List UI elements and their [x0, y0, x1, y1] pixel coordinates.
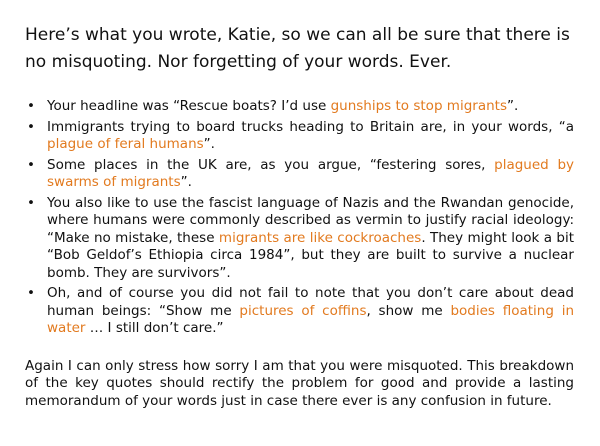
quote-text: Your headline was “Rescue boats? I’d use [47, 98, 331, 114]
quote-item-cockroaches [47, 195, 574, 283]
quote-item-headline [47, 98, 574, 116]
quote-text: Oh, and of course you did not fail to note that you don’t care about dead human beings: “Show me [47, 285, 574, 319]
highlighted-quote: plagued by swarms of migrants [47, 156, 574, 190]
intro-paragraph: Here’s what you wrote, Katie, so we can all be sure that there is no misquoting. Nor forgetting of your words. Ever. [25, 25, 570, 72]
highlighted-quote: gunships to stop migrants [330, 98, 507, 114]
quote-text: ”. [506, 98, 519, 114]
quote-item-festering [47, 157, 574, 192]
quote-text: ”. [180, 174, 192, 190]
quote-text: Immigrants trying to board trucks heading to Britain are, in your words, “a [47, 118, 574, 135]
highlighted-quote: migrants are like cockroaches [218, 229, 422, 246]
quote-item-plague [47, 119, 574, 154]
quote-text: . They might look a bit “Bob Geldof’s Ethiopia circa 1984”, but they are built to survive a nuclear bomb. They are survivors”. [47, 229, 575, 281]
highlighted-quote: plague of feral humans [47, 136, 204, 152]
quote-item-coffins [47, 285, 574, 338]
highlighted-quote: bodies floating in water [47, 302, 575, 336]
highlighted-quote: pictures of coffins [239, 302, 367, 319]
quote-text: ”. [203, 136, 215, 152]
closing-paragraph: Again I can only stress how sorry I am that you were misquoted. This breakdown of the key quotes should rectify the problem for good and provide a lasting memorandum of your words just in case there ever is any confusion in future. [25, 357, 574, 409]
quote-text: You also like to use the fascist language of Nazis and the Rwandan genocide, where humans were commonly described as vermin to justify racial ideology: “Make no mistake, these [47, 194, 574, 246]
quote-list [25, 98, 574, 338]
quote-text: … I still don’t care.” [85, 320, 224, 336]
quote-text: Some places in the UK are, as you argue, “festering sores, [47, 156, 495, 173]
quote-text: , show me [366, 302, 451, 319]
